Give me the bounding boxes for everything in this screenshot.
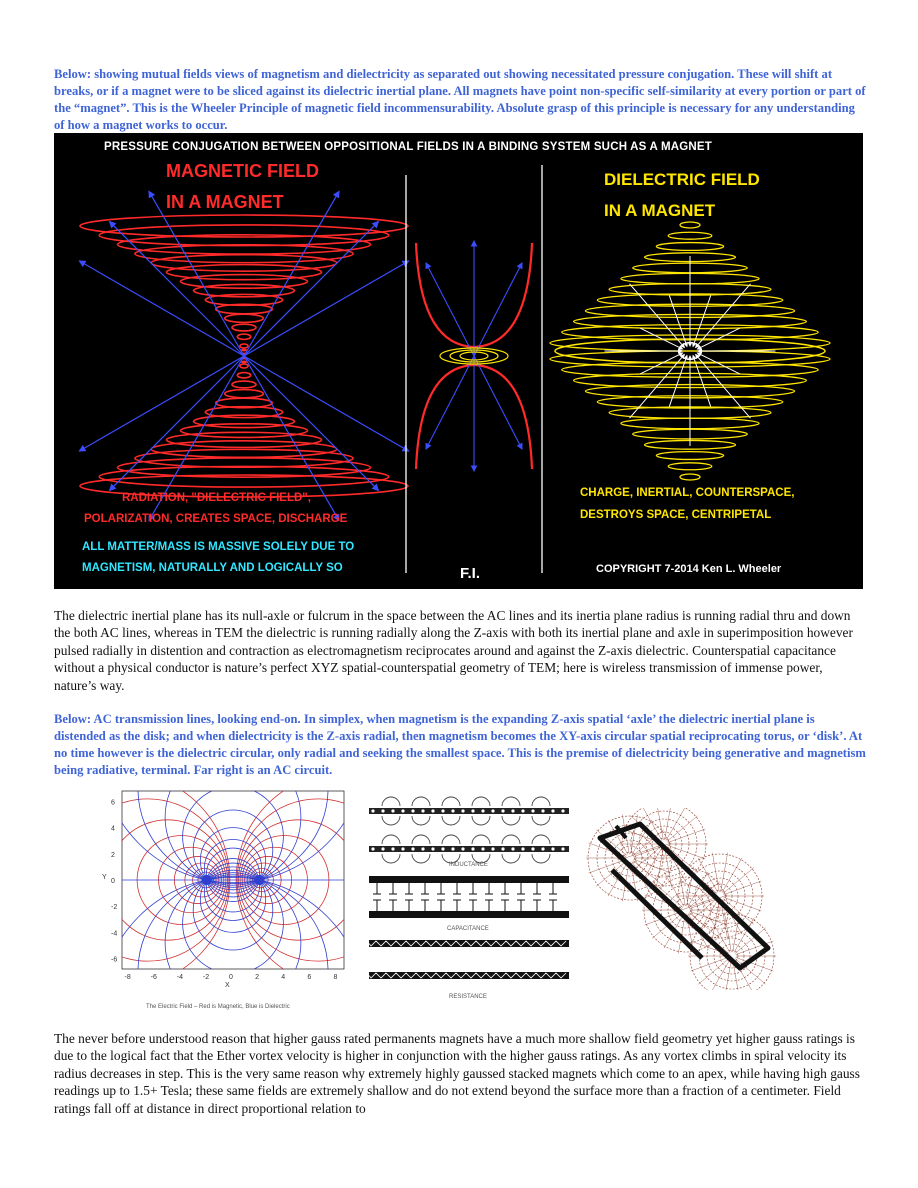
figure1-title: PRESSURE CONJUGATION BETWEEN OPPOSITIONAL FIELDS IN A BINDING SYSTEM SUCH AS A MAGNET bbox=[104, 141, 713, 153]
conductor-pattern bbox=[551, 847, 555, 851]
magnetic-ring bbox=[181, 275, 308, 289]
magnetic-loop bbox=[382, 816, 400, 825]
capacitance-label: CAPACITANCE bbox=[447, 926, 489, 932]
dielectric-field-subheading: IN A MAGNET bbox=[604, 201, 716, 220]
dielectric-ring bbox=[668, 232, 712, 239]
conductor-pattern bbox=[381, 809, 385, 813]
magnetic-ring bbox=[237, 373, 250, 378]
magnetic-ring bbox=[225, 390, 264, 398]
conductor-pattern bbox=[561, 809, 565, 813]
x-axis-label: X bbox=[225, 982, 230, 989]
field-ray bbox=[589, 859, 627, 873]
field-ray bbox=[666, 808, 686, 841]
magnetic-loop bbox=[472, 797, 490, 806]
conductor-pattern bbox=[461, 809, 465, 813]
magnetic-ring bbox=[166, 432, 321, 447]
magnetic-loop bbox=[442, 835, 460, 844]
magnetic-core-dot bbox=[241, 361, 247, 364]
copyright-notice: COPYRIGHT 7-2014 Ken L. Wheeler bbox=[596, 563, 782, 575]
inductance-label: INDUCTANCE bbox=[449, 862, 488, 868]
conductor-pattern bbox=[411, 809, 415, 813]
conductor-pattern bbox=[421, 847, 425, 851]
magnetic-loop bbox=[502, 816, 520, 825]
figure-electric-field-plot bbox=[94, 783, 350, 1011]
figure-pressure-conjugation bbox=[54, 133, 863, 589]
capacitance-plate-top bbox=[369, 876, 569, 883]
x-tick-label: 6 bbox=[307, 974, 312, 981]
center-radiation-arrow bbox=[474, 356, 522, 449]
conductor-pattern bbox=[511, 847, 515, 851]
magnetic-field-heading: MAGNETIC FIELD bbox=[166, 161, 319, 181]
conductor-pattern bbox=[541, 847, 545, 851]
magnetic-loop bbox=[532, 816, 550, 825]
conductor-pattern bbox=[371, 847, 375, 851]
magnetic-loop bbox=[532, 854, 550, 863]
conductor-pattern bbox=[421, 809, 425, 813]
x-tick-label: -4 bbox=[176, 974, 183, 981]
inductance-conductor bbox=[369, 808, 569, 814]
conductor-pattern bbox=[501, 809, 505, 813]
y-tick-label: 4 bbox=[111, 825, 115, 833]
conductor-pattern bbox=[531, 847, 535, 851]
radiation-arrow bbox=[110, 356, 244, 490]
magnetic-ring bbox=[240, 364, 248, 368]
conductor-pattern bbox=[461, 847, 465, 851]
charge-label-line2: DESTROYS SPACE, CENTRIPETAL bbox=[580, 509, 772, 521]
center-radiation-arrow bbox=[474, 263, 522, 356]
y-tick-label: 6 bbox=[111, 799, 115, 807]
conductor-pattern bbox=[521, 847, 525, 851]
inductance-conductor bbox=[369, 846, 569, 852]
radiation-arrow bbox=[244, 222, 378, 356]
paragraph-gauss-field-geometry: The never before understood reason that higher gauss rated permanents magnets have a much more shallow field geometry yet higher gauss ratings is due to the logical fact that the Ether vortex velocity is higher in conjunction with the higher gauss ratings. As any vortex climbs in spiral velocity its radius decreases in step. This is the very same reason why extremely highly gaussed stacked magnets which come to an apex, while having high gauss readings up to 1.5+ Tesla; these same fields are extremely shallow and do not extend beyond the surface more than a fraction of a centimeter. Field ratings fall off at distance in direct proportional relation to bbox=[54, 1031, 860, 1116]
conductor-pattern bbox=[501, 847, 505, 851]
magnetic-field-subheading: IN A MAGNET bbox=[166, 192, 284, 212]
magnetic-loop bbox=[412, 835, 430, 844]
field-plot-caption: The Electric Field – Red is Magnetic, Blue is Dielectric bbox=[146, 1004, 290, 1010]
magnetic-loop bbox=[472, 816, 490, 825]
dielectric-field-heading: DIELECTRIC FIELD bbox=[604, 170, 760, 189]
radiation-arrow bbox=[244, 356, 378, 490]
conductor-pattern bbox=[401, 809, 405, 813]
caption-ac-transmission-lines: Below: AC transmission lines, looking end-on. In simplex, when magnetism is the expanding Z-axis spatial ‘axle’ the dielectric inertial plane is distended as the disk; and when dielectricity is the Z-axis radial, then magnetism becomes the XY-axis circular spatial reciprocating torus, or ‘disk’. At no time however is the dielectric circular, only radial and seeking the smallest space. This is the premise of dielectricity being generative and magnetism being radiative, terminal. Far right is an AC circuit. bbox=[54, 712, 866, 777]
magnetic-ring bbox=[80, 215, 408, 237]
radiation-label-line1: RADIATION, "DIELECTRIC FIELD", bbox=[122, 492, 311, 504]
center-conductors bbox=[406, 165, 542, 573]
figure-ac-circuit bbox=[582, 808, 790, 990]
magnetic-ring bbox=[232, 381, 256, 388]
matter-statement-line1: ALL MATTER/MASS IS MASSIVE SOLELY DUE TO bbox=[82, 541, 355, 553]
x-tick-label: -6 bbox=[150, 974, 157, 981]
conductor-pattern bbox=[451, 809, 455, 813]
center-radiation-arrow bbox=[426, 356, 474, 449]
conductor-pattern bbox=[481, 809, 485, 813]
x-tick-label: 0 bbox=[229, 974, 233, 981]
conductor-pattern bbox=[521, 809, 525, 813]
x-tick-label: -8 bbox=[124, 974, 131, 981]
dielectric-ring bbox=[680, 222, 700, 228]
field-ray bbox=[698, 959, 729, 985]
point-charge bbox=[202, 875, 212, 885]
matter-statement-line2: MAGNETISM, NATURALLY AND LOGICALLY SO bbox=[82, 562, 343, 574]
point-charge bbox=[254, 875, 264, 885]
capacitance-plate-bottom bbox=[369, 911, 569, 918]
magnetic-loop bbox=[532, 835, 550, 844]
figure-line-components bbox=[363, 788, 577, 1006]
conductor-pattern bbox=[491, 847, 495, 851]
conductor-pattern bbox=[551, 809, 555, 813]
radiation-label-line2: POLARIZATION, CREATES SPACE, DISCHARGE bbox=[84, 513, 348, 525]
magnetic-loop bbox=[442, 797, 460, 806]
magnetic-ring bbox=[181, 424, 308, 438]
conductor-pattern bbox=[371, 809, 375, 813]
conductor-pattern bbox=[511, 809, 515, 813]
field-ray bbox=[724, 881, 762, 895]
magnetic-loop bbox=[412, 797, 430, 806]
y-tick-label: -6 bbox=[111, 956, 118, 964]
magnetic-loop bbox=[472, 835, 490, 844]
circuit-field-lines bbox=[586, 808, 776, 990]
y-tick-label: -4 bbox=[111, 930, 118, 938]
magnetic-core-dot bbox=[241, 349, 247, 352]
conductor-pattern bbox=[451, 847, 455, 851]
paragraph-dielectric-inertial-plane: The dielectric inertial plane has its null-axle or fulcrum in the space between the AC lines and its inertia plane radius is running radial thru and down the both AC lines, whereas in TEM the dielectric is running radially along the Z-axis with both its inertial plane and axle in superimposition however pulsed radially in distention and contraction as electromagnetism reciprocates around and against the Z-axis dielectric. Counterspatial capacitance without a physical conductor is nature’s perfect XYZ spatial-counterspatial geometry of TEM; here is wireless transmission of immense power, nature’s way. bbox=[54, 608, 853, 693]
magnetic-ring bbox=[232, 324, 256, 331]
field-ray bbox=[665, 808, 672, 840]
resistance-label: RESISTANCE bbox=[449, 994, 487, 1000]
magnetic-ring bbox=[240, 344, 248, 348]
field-ray bbox=[724, 960, 731, 990]
radiation-arrows bbox=[79, 191, 408, 520]
y-tick-label: -2 bbox=[111, 904, 118, 912]
magnetic-loop bbox=[382, 797, 400, 806]
magnetic-loop bbox=[502, 797, 520, 806]
field-ray bbox=[691, 957, 729, 971]
field-ray bbox=[722, 858, 742, 893]
magnetic-loop bbox=[382, 854, 400, 863]
magnetic-ring bbox=[225, 314, 264, 322]
component-drawings bbox=[369, 797, 569, 979]
electric-field-plot bbox=[94, 783, 350, 1011]
conductor-pattern bbox=[401, 847, 405, 851]
field-ray bbox=[668, 829, 706, 843]
conductor-pattern bbox=[471, 847, 475, 851]
conductor-pattern bbox=[391, 847, 395, 851]
y-tick-label: 2 bbox=[111, 851, 115, 859]
dielectric-ring bbox=[680, 474, 700, 480]
conductor-pattern bbox=[471, 809, 475, 813]
center-radiation-arrow bbox=[426, 263, 474, 356]
conductor-pattern bbox=[431, 809, 435, 813]
conductor-pattern bbox=[531, 809, 535, 813]
magnetic-loop bbox=[382, 835, 400, 844]
magnetic-loop bbox=[412, 854, 430, 863]
y-tick-label: 0 bbox=[111, 878, 115, 885]
x-tick-label: -2 bbox=[202, 974, 210, 981]
conductor-pattern bbox=[541, 809, 545, 813]
conductor-pattern bbox=[441, 809, 445, 813]
conductor-pattern bbox=[431, 847, 435, 851]
magnetic-ring bbox=[166, 265, 321, 280]
dielectric-ring bbox=[668, 463, 712, 470]
dielectric-ring bbox=[656, 452, 723, 460]
magnetic-loop bbox=[502, 835, 520, 844]
conductor-pattern bbox=[481, 847, 485, 851]
conductor-pattern bbox=[441, 847, 445, 851]
magnetic-loop bbox=[442, 816, 460, 825]
conductor-pattern bbox=[391, 809, 395, 813]
x-tick-label: 8 bbox=[333, 974, 338, 981]
conductor-pattern bbox=[411, 847, 415, 851]
y-axis-label: Y bbox=[102, 874, 107, 881]
charge-label-line1: CHARGE, INERTIAL, COUNTERSPACE, bbox=[580, 487, 795, 499]
magnetic-loop bbox=[502, 854, 520, 863]
ac-circuit-field-diagram bbox=[582, 808, 790, 990]
magnetic-loop bbox=[532, 797, 550, 806]
magnetic-ring bbox=[237, 334, 250, 339]
dielectric-ring bbox=[656, 243, 723, 251]
inductance-capacitance-resistance-diagram bbox=[363, 788, 577, 1006]
x-tick-label: 2 bbox=[255, 974, 260, 981]
conductor-pattern bbox=[381, 847, 385, 851]
conductor-pattern bbox=[491, 809, 495, 813]
radiation-arrow bbox=[110, 222, 244, 356]
signature-initials: F.I. bbox=[460, 565, 481, 582]
conductor-pattern bbox=[561, 847, 565, 851]
caption-magnetism-dielectricity: Below: showing mutual fields views of magnetism and dielectricity as separated out showing necessitated pressure conjugation. These will shift at breaks, or if a magnet were to be sliced against its dielectric inertial plane. All magnets have point non-specific self-similarity at every portion or part of the “magnet”. This is the Wheeler Principle of magnetic field incommensurability. Absolute grasp of this principle is necessary for any understanding of how a magnet works to occur. bbox=[54, 67, 866, 132]
magnetic-loop bbox=[412, 816, 430, 825]
x-tick-label: 4 bbox=[281, 974, 286, 981]
